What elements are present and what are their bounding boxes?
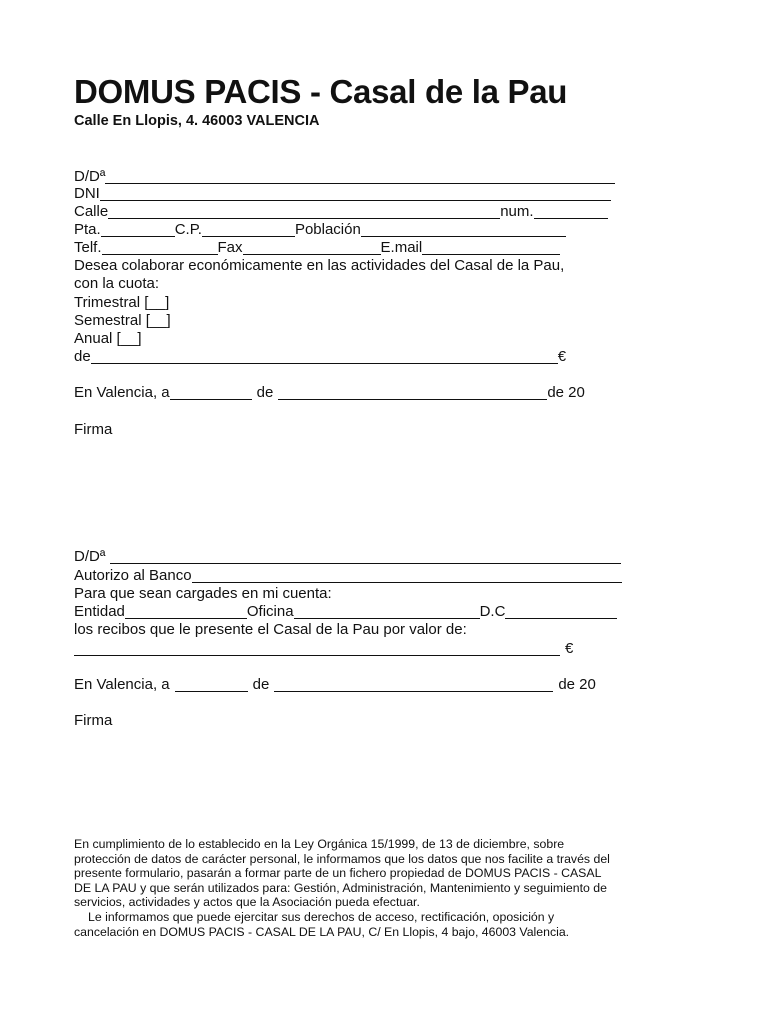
date-of-label: de (256, 384, 274, 401)
dni-label: DNI (74, 185, 100, 202)
intro-text-2: con la cuota: (74, 275, 160, 292)
signature-label: Firma (74, 421, 113, 438)
dni-field[interactable] (100, 200, 611, 201)
amount-row (74, 348, 566, 366)
intro-text-1: Desea colaborar económicamente en las actividades del Casal de la Pau, (74, 257, 565, 274)
date-day-field[interactable] (170, 399, 252, 400)
phone-field[interactable] (102, 254, 218, 255)
legal-line: DE LA PAU y que serán utilizados para: Gestión, Administración, Mantenimiento y seguimiento de (74, 880, 607, 895)
bank-date-of-label: de (252, 676, 270, 693)
door-label: Pta. (74, 221, 101, 238)
legal-line: Le informamos que puede ejercitar sus derechos de acceso, rectificación, oposición y (88, 909, 555, 924)
account-row (74, 603, 617, 621)
signature-label-row (74, 421, 112, 439)
intro-line-2 (74, 275, 159, 293)
legal-line: servicios, actividades y actos que la Asociación pueda efectuar. (74, 895, 420, 910)
street-label: Calle (74, 203, 109, 220)
dc-field[interactable] (505, 618, 617, 619)
email-label: E.mail (380, 239, 423, 256)
name-label: D/Dª (74, 168, 106, 185)
dni-row (74, 185, 611, 203)
bank-date-row (74, 676, 596, 694)
bank-signature-area[interactable] (74, 735, 634, 825)
fax-field[interactable] (243, 254, 381, 255)
legal-line: presente formulario, pasarán a formar parte de un fichero propiedad de DOMUS PACIS - CASAL (74, 866, 602, 881)
bank-amount-field[interactable] (74, 655, 560, 656)
bank-date-day-field[interactable] (175, 691, 248, 692)
bank-signature-label-row (74, 712, 112, 730)
bank-amount-row (74, 640, 573, 658)
quarterly-checkbox[interactable]: Trimestral [__] (74, 294, 170, 311)
number-label: num. (500, 203, 534, 220)
date-year-label: de 20 (547, 384, 585, 401)
date-row (74, 384, 585, 402)
postal-code-field[interactable] (202, 236, 295, 237)
annual-option[interactable] (74, 330, 142, 348)
contact-row (74, 239, 560, 257)
office-label: Oficina (246, 603, 294, 620)
postal-code-label: C.P. (174, 221, 202, 238)
street-row (74, 203, 608, 221)
dc-label: D.C (479, 603, 506, 620)
fax-label: Fax (217, 239, 243, 256)
email-field[interactable] (422, 254, 560, 255)
charge-text-row (74, 585, 332, 603)
legal-line: cancelación en DOMUS PACIS - CASAL DE LA PAU, C/ En Llopis, 4 bajo, 46003 Valencia. (74, 924, 570, 939)
bank-name-field[interactable] (110, 563, 621, 564)
legal-line: protección de datos de carácter personal, le informamos que los datos que nos facilite a través del (74, 851, 610, 866)
bank-signature-label: Firma (74, 712, 113, 729)
signature-area[interactable] (74, 444, 634, 540)
bank-name-label: D/Dª (74, 548, 106, 565)
number-field[interactable] (534, 218, 608, 219)
bank-row (74, 567, 622, 585)
page-title: DOMUS PACIS - Casal de la Pau (74, 73, 568, 110)
legal-line: En cumplimiento de lo establecido en la Ley Orgánica 15/1999, de 13 de diciembre, sobre (74, 837, 565, 851)
semiannual-option[interactable] (74, 312, 171, 330)
date-place-label: En Valencia, a (74, 384, 170, 401)
entity-field[interactable] (125, 618, 247, 619)
bank-date-month-field[interactable] (274, 691, 553, 692)
office-field[interactable] (294, 618, 480, 619)
date-month-field[interactable] (278, 399, 547, 400)
bank-label: Autorizo al Banco (74, 567, 192, 584)
legal-notice (74, 837, 714, 939)
bank-date-place-label: En Valencia, a (74, 676, 170, 693)
organization-address: Calle En Llopis, 4. 46003 VALENCIA (74, 113, 320, 129)
door-field[interactable] (101, 236, 175, 237)
receipts-text-row (74, 621, 467, 639)
name-field[interactable] (105, 183, 615, 184)
bank-name-row (74, 548, 621, 566)
euro-symbol: € (557, 348, 567, 365)
annual-checkbox[interactable]: Anual [__] (74, 330, 142, 347)
quarterly-option[interactable] (74, 294, 169, 312)
charge-text: Para que sean cargades en mi cuenta: (74, 585, 332, 602)
city-field[interactable] (361, 236, 566, 237)
city-label: Población (294, 221, 361, 238)
receipts-text: los recibos que le presente el Casal de la Pau por valor de: (74, 621, 467, 638)
intro-line-1 (74, 257, 564, 275)
phone-label: Telf. (74, 239, 102, 256)
bank-euro-symbol: € (565, 640, 574, 657)
name-row (74, 168, 615, 186)
bank-field[interactable] (192, 582, 622, 583)
street-field[interactable] (108, 218, 500, 219)
amount-prefix: de (74, 348, 91, 365)
entity-label: Entidad (74, 603, 125, 620)
address-details-row (74, 221, 566, 239)
amount-field[interactable] (91, 363, 558, 364)
bank-date-year-label: de 20 (558, 676, 596, 693)
semiannual-checkbox[interactable]: Semestral [__] (74, 312, 171, 329)
